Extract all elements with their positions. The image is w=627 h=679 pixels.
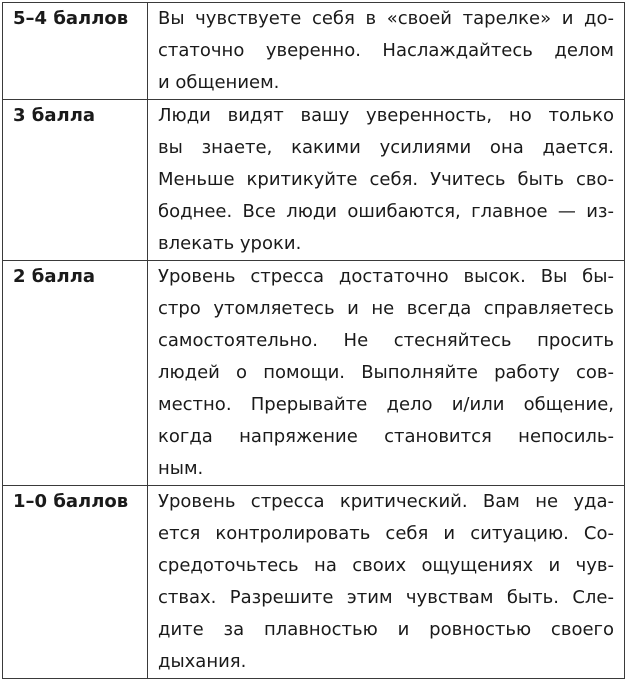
score-label: 1–0 баллов (3, 486, 148, 679)
table-row (3, 3, 625, 100)
description-line: самостоятельно. Не стесняйтесь просить (158, 330, 614, 351)
description-line: дыхания. (158, 651, 247, 672)
description-line: Вы чувствуете себя в «своей тарелке» и до- (158, 8, 614, 29)
description-line: средоточьтесь на своих ощущениях и чув- (158, 555, 614, 576)
score-description (148, 100, 625, 261)
score-description (148, 486, 625, 679)
description-line: Люди видят вашу уверенность, но только (158, 105, 614, 126)
table-row (3, 486, 625, 679)
description-line: ется контролировать себя и ситуацию. Со- (158, 523, 614, 544)
score-label: 5–4 баллов (3, 3, 148, 100)
table-row (3, 100, 625, 261)
description-line: боднее. Все люди ошибаются, главное — из- (158, 201, 614, 222)
description-line: людей о помощи. Выполняйте работу сов- (158, 362, 614, 383)
score-label: 3 балла (3, 100, 148, 261)
score-interpretation-table (2, 2, 625, 679)
description-line: статочно уверенно. Наслаждайтесь делом (158, 40, 614, 61)
table-row (3, 261, 625, 486)
description-line: дите за плавностью и ровностью своего (158, 619, 614, 640)
description-line: ным. (158, 458, 204, 479)
description-line: когда напряжение становится непосиль- (158, 426, 614, 447)
description-line: стро утомляетесь и не всегда справляетесь (158, 298, 614, 319)
score-description (148, 261, 625, 486)
description-line: Меньше критикуйте себя. Учитесь быть сво- (158, 169, 614, 190)
description-line: ствах. Разрешите этим чувствам быть. Сле- (158, 587, 614, 608)
score-label: 2 балла (3, 261, 148, 486)
score-description (148, 3, 625, 100)
description-line: Уровень стресса критический. Вам не уда- (158, 491, 614, 512)
description-line: вы знаете, какими усилиями она дается. (158, 137, 614, 158)
description-line: Уровень стресса достаточно высок. Вы бы- (158, 266, 614, 287)
description-line: влекать уроки. (158, 233, 302, 254)
description-line: и общением. (158, 72, 280, 93)
description-line: местно. Прерывайте дело и/или общение, (158, 394, 614, 415)
